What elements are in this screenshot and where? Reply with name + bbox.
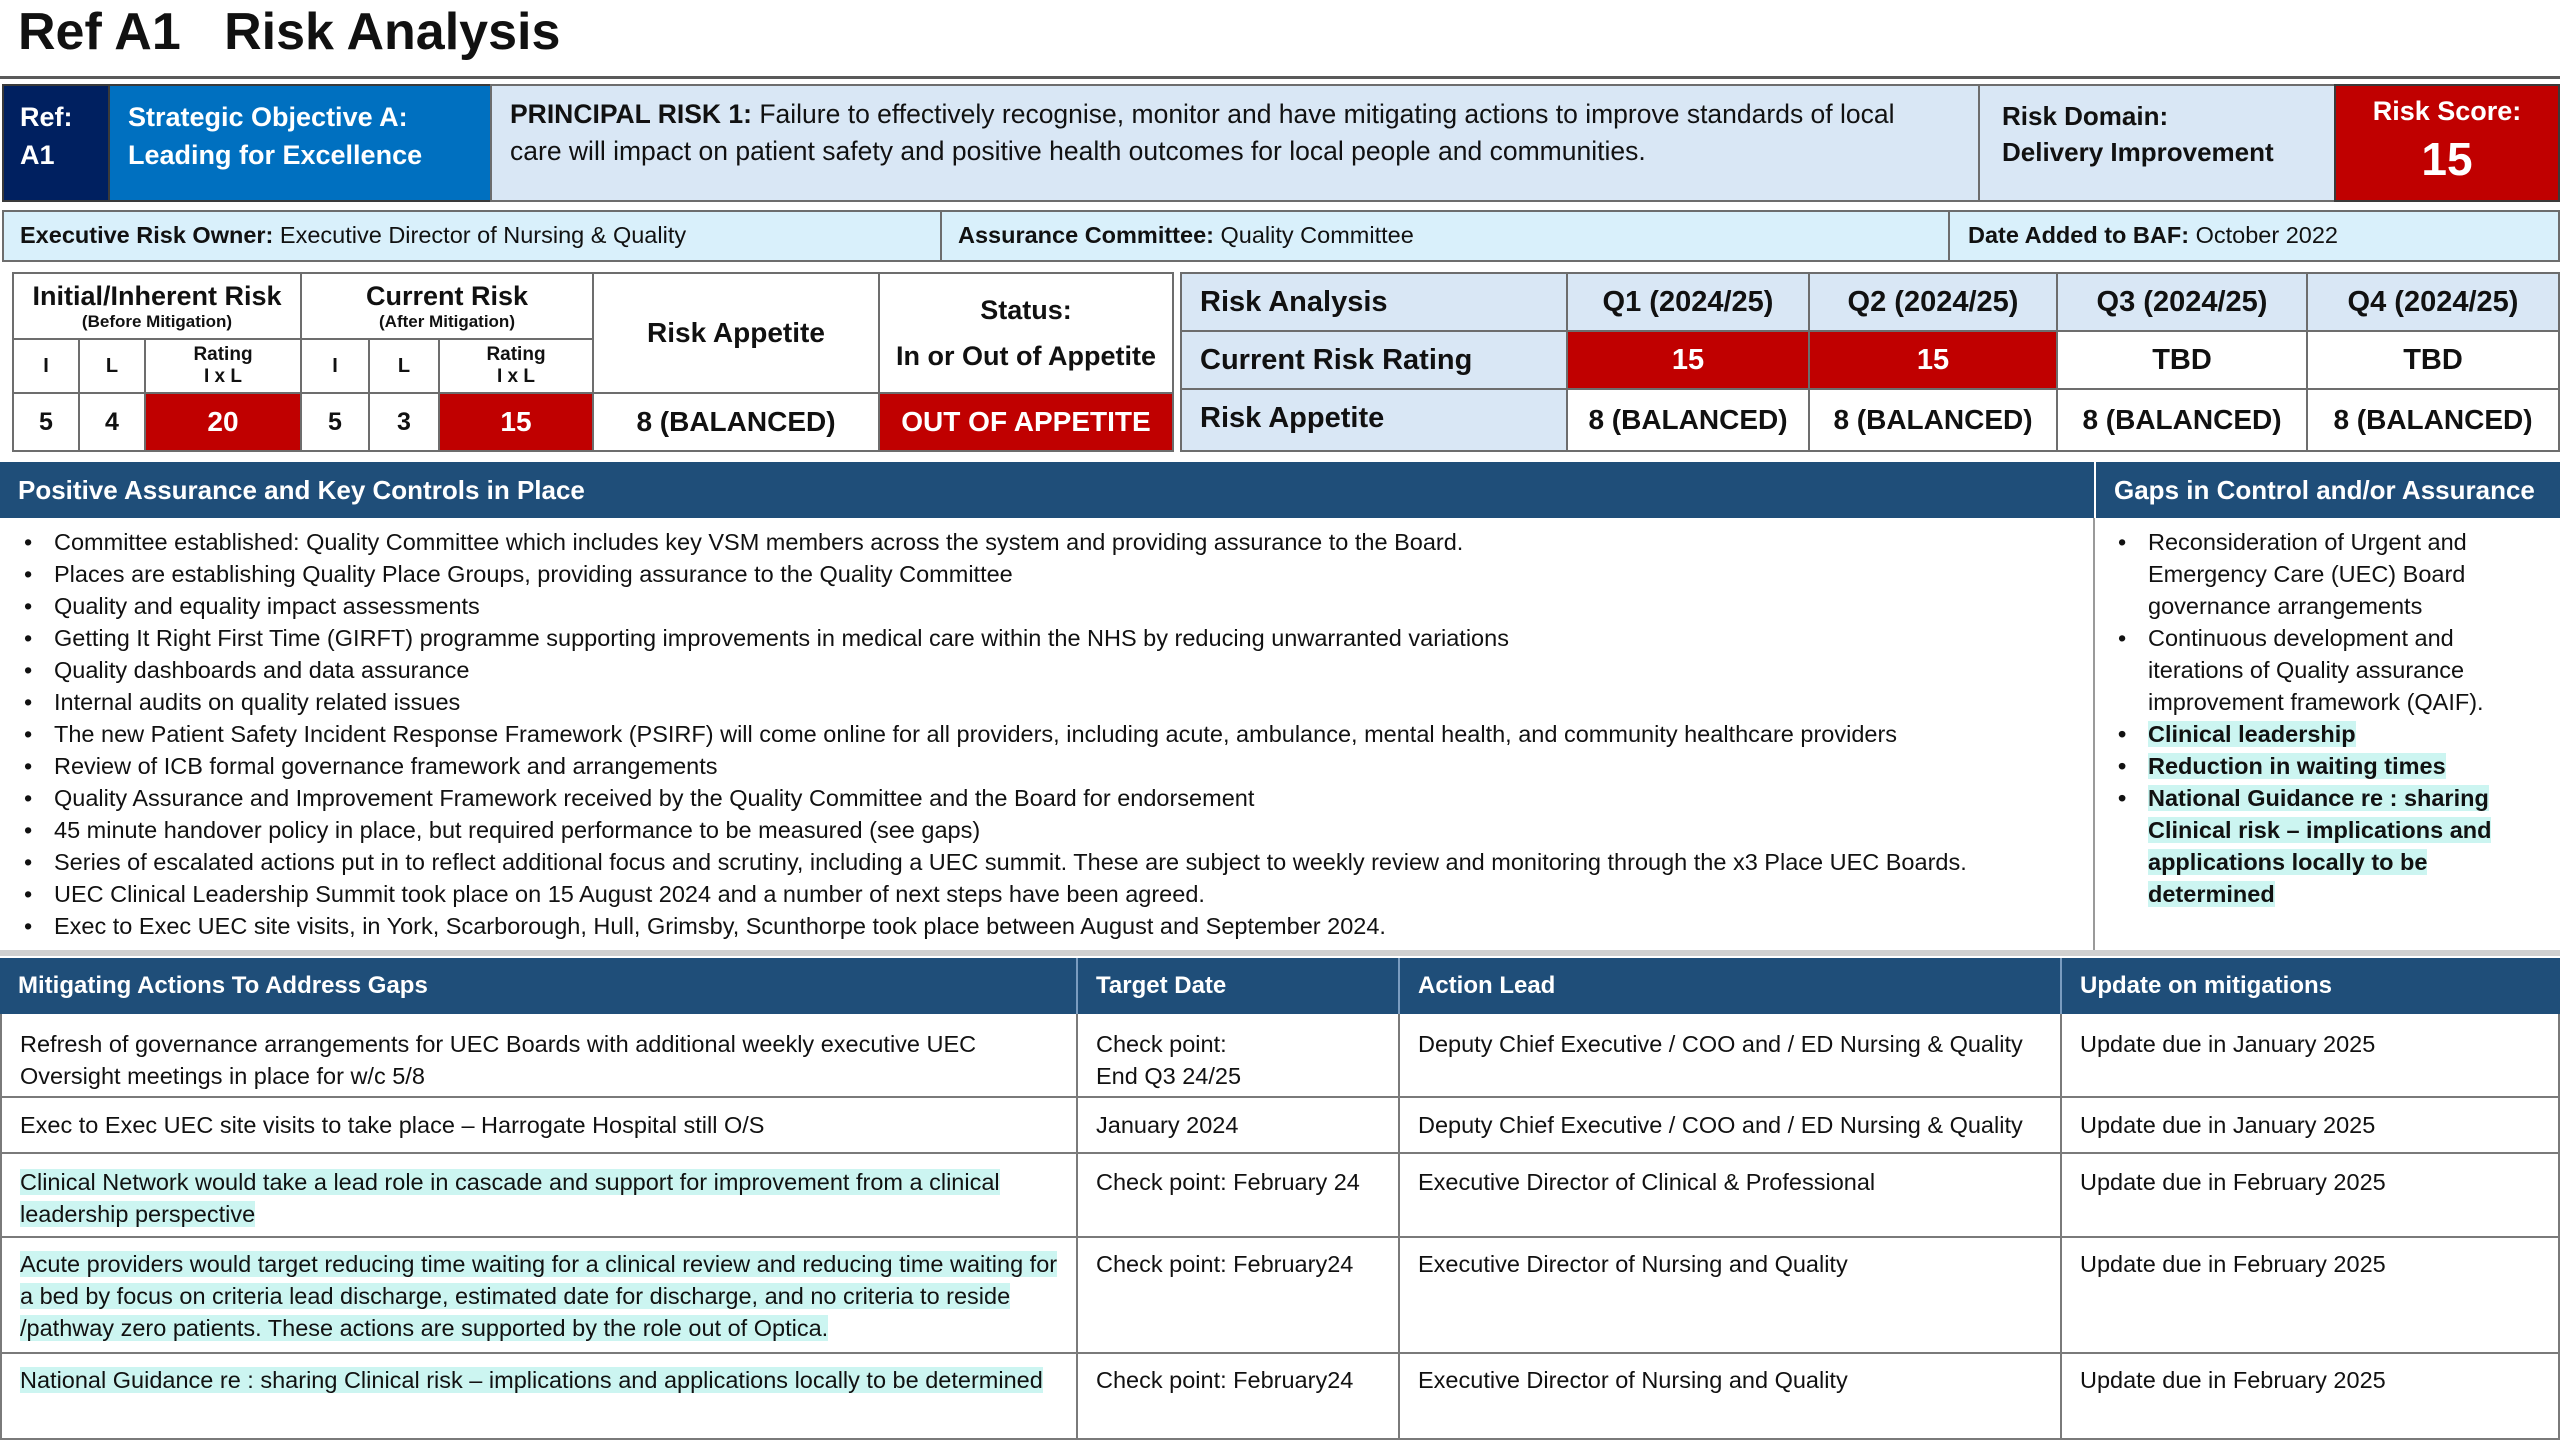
initial-l-value: 4 <box>78 392 146 452</box>
date-added-label: Date Added to BAF: <box>1968 222 2190 248</box>
qt-q2-rating: 15 <box>1808 330 2058 390</box>
current-l-value: 3 <box>368 392 440 452</box>
assurance-item: • Quality and equality impact assessments <box>18 590 2078 622</box>
qt-q4-rating: TBD <box>2306 330 2560 390</box>
initial-risk-header <box>12 272 302 340</box>
mitigation-update: Update due in February 2025 <box>2062 1354 2560 1440</box>
mitigation-target <box>1078 1354 1400 1440</box>
mitigation-target <box>1078 1154 1400 1238</box>
mitigation-target <box>1078 1238 1400 1354</box>
qt-q1-appetite: 8 (BALANCED) <box>1566 388 1810 452</box>
status-value: OUT OF APPETITE <box>878 392 1174 452</box>
assurance-list <box>18 526 2078 942</box>
mitigation-action <box>0 1354 1078 1440</box>
mitigation-update: Update due in February 2025 <box>2062 1238 2560 1354</box>
status-header <box>878 272 1174 394</box>
mitigation-target <box>1078 1014 1400 1098</box>
qt-q2-appetite: 8 (BALANCED) <box>1808 388 2058 452</box>
mitigation-lead: Executive Director of Nursing and Quality <box>1400 1354 2062 1440</box>
gap-item <box>2112 526 2504 622</box>
date-added-value: October 2022 <box>2195 222 2338 248</box>
assurance-item: • Quality Assurance and Improvement Framework received by the Quality Committee and the Board for endorsement <box>18 782 2078 814</box>
current-risk-header <box>300 272 594 340</box>
principal-risk <box>510 96 1950 170</box>
gap-item <box>2112 718 2504 750</box>
principal-risk-cell <box>490 84 1980 202</box>
initial-rating-label: Rating <box>193 344 253 365</box>
exec-owner-label: Executive Risk Owner: <box>20 222 274 248</box>
gaps-heading: Gaps in Control and/or Assurance <box>2096 462 2560 518</box>
initial-rating-value: 20 <box>144 392 302 452</box>
exec-owner <box>20 222 686 249</box>
mitigation-update: Update due in February 2025 <box>2062 1154 2560 1238</box>
risk-appetite-header: Risk Appetite <box>592 272 880 394</box>
assurance-item: • Places are establishing Quality Place Groups, providing assurance to the Quality Committee <box>18 558 2078 590</box>
current-risk-title: Current Risk <box>365 280 529 311</box>
mitigation-target-line1: Check point: February24 <box>1096 1251 1354 1277</box>
current-ixl-label: I x L <box>496 366 535 387</box>
assurance-committee-label: Assurance Committee: <box>958 222 1214 248</box>
gap-item <box>2112 622 2504 718</box>
gaps-list <box>2112 526 2504 910</box>
principal-risk-label: PRINCIPAL RISK 1: <box>510 99 752 129</box>
assurance-committee <box>958 222 1414 249</box>
gap-item-text: Continuous development and iterations of Quality assurance improvement framework (QAIF). <box>2148 625 2484 715</box>
mitigation-target <box>1078 1098 1400 1154</box>
mitigation-action-text: Acute providers would target reducing time waiting for a clinical review and reducing time waiting for a bed by focus on criteria lead discharge, estimated date for discharge, and no criteria to reside /pathway zero patients. These actions are supported by the role out of Optica. <box>20 1251 1058 1341</box>
mitigation-action-text: National Guidance re : sharing Clinical risk – implications and applications locally to be determined <box>20 1367 1043 1393</box>
mitigation-target-line2: End Q3 24/25 <box>1096 1063 1242 1089</box>
date-added-cell <box>1948 210 2560 262</box>
assurance-item: • 45 minute handover policy in place, but required performance to be measured (see gaps) <box>18 814 2078 846</box>
strategic-objective: Strategic Objective A: Leading for Excellence <box>128 102 423 170</box>
risk-domain-value: Delivery Improvement <box>2002 137 2274 167</box>
initial-rating-header <box>144 338 302 394</box>
qt-header-q2: Q2 (2024/25) <box>1808 272 2058 332</box>
gap-item <box>2112 750 2504 782</box>
current-rating-value: 15 <box>438 392 594 452</box>
mitigation-action <box>0 1238 1078 1354</box>
assurance-item: • Exec to Exec UEC site visits, in York, Scarborough, Hull, Grimsby, Scunthorpe took place between August and September 2024. <box>18 910 2078 942</box>
objective-cell <box>108 84 492 202</box>
mitigation-lead: Executive Director of Clinical & Professional <box>1400 1154 2062 1238</box>
gap-item <box>2112 782 2504 910</box>
mitigations-header-action: Mitigating Actions To Address Gaps <box>0 958 1078 1014</box>
mitigation-action <box>0 1098 1078 1154</box>
mitigation-update: Update due in January 2025 <box>2062 1014 2560 1098</box>
assurance-divider <box>2093 518 2095 950</box>
principal-risk-text: Failure to effectively recognise, monitor and have mitigating actions to improve standards of local care will impact on patient safety and positive health outcomes for local people and communities. <box>510 99 1895 166</box>
exec-owner-cell <box>2 210 942 262</box>
qt-header-risk-analysis: Risk Analysis <box>1180 272 1568 332</box>
initial-i-header: I <box>12 338 80 394</box>
gap-item-text: Reduction in waiting times <box>2148 753 2446 779</box>
assurance-committee-cell <box>940 210 1950 262</box>
exec-owner-value: Executive Director of Nursing & Quality <box>279 222 687 248</box>
gap-item-text: Reconsideration of Urgent and Emergency Care (UEC) Board governance arrangements <box>2148 529 2467 619</box>
qt-row-appetite-label: Risk Appetite <box>1180 388 1568 452</box>
mitigation-action-text: Refresh of governance arrangements for UEC Boards with additional weekly executive UEC Oversight meetings in place for w/c 5/8 <box>20 1031 977 1089</box>
qt-header-q3: Q3 (2024/25) <box>2056 272 2308 332</box>
page-title: Ref A1 Risk Analysis <box>18 3 561 61</box>
mitigations-header-target: Target Date <box>1078 958 1400 1014</box>
mitigations-header-update: Update on mitigations <box>2062 958 2560 1014</box>
mitigation-lead: Executive Director of Nursing and Quality <box>1400 1238 2062 1354</box>
risk-score-cell <box>2334 84 2560 202</box>
risk-appetite-value: 8 (BALANCED) <box>592 392 880 452</box>
initial-i-value: 5 <box>12 392 80 452</box>
assurance-item: • Series of escalated actions put in to reflect additional focus and scrutiny, including a UEC summit. These are subject to weekly review and monitoring through the x3 Place UEC Boards. <box>18 846 2078 878</box>
date-added <box>1968 222 2338 249</box>
section-divider <box>0 950 2560 956</box>
initial-ixl-label: I x L <box>203 366 242 387</box>
mitigation-target-line1: January 2024 <box>1096 1112 1239 1138</box>
mitigation-action <box>0 1014 1078 1098</box>
current-risk-sub: (After Mitigation) <box>379 311 515 331</box>
current-rating-label: Rating <box>486 344 546 365</box>
title-divider <box>0 76 2560 79</box>
qt-q3-appetite: 8 (BALANCED) <box>2056 388 2308 452</box>
mitigation-update: Update due in January 2025 <box>2062 1098 2560 1154</box>
mitigation-target-line1: Check point: February 24 <box>1096 1169 1360 1195</box>
current-rating-header <box>438 338 594 394</box>
current-l-header: L <box>368 338 440 394</box>
qt-q1-rating: 15 <box>1566 330 1810 390</box>
risk-domain-cell <box>1978 84 2336 202</box>
assurance-committee-value: Quality Committee <box>1220 222 1414 248</box>
current-i-header: I <box>300 338 370 394</box>
qt-q4-appetite: 8 (BALANCED) <box>2306 388 2560 452</box>
ref-cell <box>2 84 110 202</box>
current-i-value: 5 <box>300 392 370 452</box>
mitigation-target-line1: Check point: <box>1096 1031 1227 1057</box>
assurance-item: • The new Patient Safety Incident Response Framework (PSIRF) will come online for all providers, including acute, ambulance, mental health, and community healthcare providers <box>18 718 2078 750</box>
risk-score-value: 15 <box>2421 133 2473 185</box>
initial-l-header: L <box>78 338 146 394</box>
gap-item-text: National Guidance re : sharing Clinical risk – implications and applications locally to be determined <box>2148 785 2492 907</box>
qt-header-q1: Q1 (2024/25) <box>1566 272 1810 332</box>
qt-header-q4: Q4 (2024/25) <box>2306 272 2560 332</box>
assurance-item: • Quality dashboards and data assurance <box>18 654 2078 686</box>
qt-q3-rating: TBD <box>2056 330 2308 390</box>
mitigation-action <box>0 1154 1078 1238</box>
mitigation-lead: Deputy Chief Executive / COO and / ED Nursing & Quality <box>1400 1098 2062 1154</box>
qt-row-current-rating-label: Current Risk Rating <box>1180 330 1568 390</box>
assurance-item: • Internal audits on quality related issues <box>18 686 2078 718</box>
mitigation-target-line1: Check point: February24 <box>1096 1367 1354 1393</box>
mitigation-action-text: Clinical Network would take a lead role in cascade and support for improvement from a clinical leadership perspective <box>20 1169 1000 1227</box>
status-label: Status: <box>980 295 1072 325</box>
status-sub: In or Out of Appetite <box>896 341 1156 371</box>
risk-domain-label: Risk Domain: <box>2002 101 2169 131</box>
initial-risk-title: Initial/Inherent Risk <box>32 280 282 311</box>
mitigations-header-lead: Action Lead <box>1400 958 2062 1014</box>
initial-risk-sub: (Before Mitigation) <box>81 311 233 331</box>
risk-score-label: Risk Score: <box>2372 96 2522 126</box>
assurance-item: • Review of ICB formal governance framework and arrangements <box>18 750 2078 782</box>
ref-label: Ref: A1 <box>20 102 73 170</box>
assurance-heading: Positive Assurance and Key Controls in Place <box>0 462 2094 518</box>
assurance-item: • Committee established: Quality Committee which includes key VSM members across the system and providing assurance to the Board. <box>18 526 2078 558</box>
mitigation-lead: Deputy Chief Executive / COO and / ED Nursing & Quality <box>1400 1014 2062 1098</box>
assurance-item: • UEC Clinical Leadership Summit took place on 15 August 2024 and a number of next steps have been agreed. <box>18 878 2078 910</box>
gap-item-text: Clinical leadership <box>2148 721 2356 747</box>
mitigation-action-text: Exec to Exec UEC site visits to take place – Harrogate Hospital still O/S <box>20 1112 765 1138</box>
assurance-item: • Getting It Right First Time (GIRFT) programme supporting improvements in medical care within the NHS by reducing unwarranted variations <box>18 622 2078 654</box>
